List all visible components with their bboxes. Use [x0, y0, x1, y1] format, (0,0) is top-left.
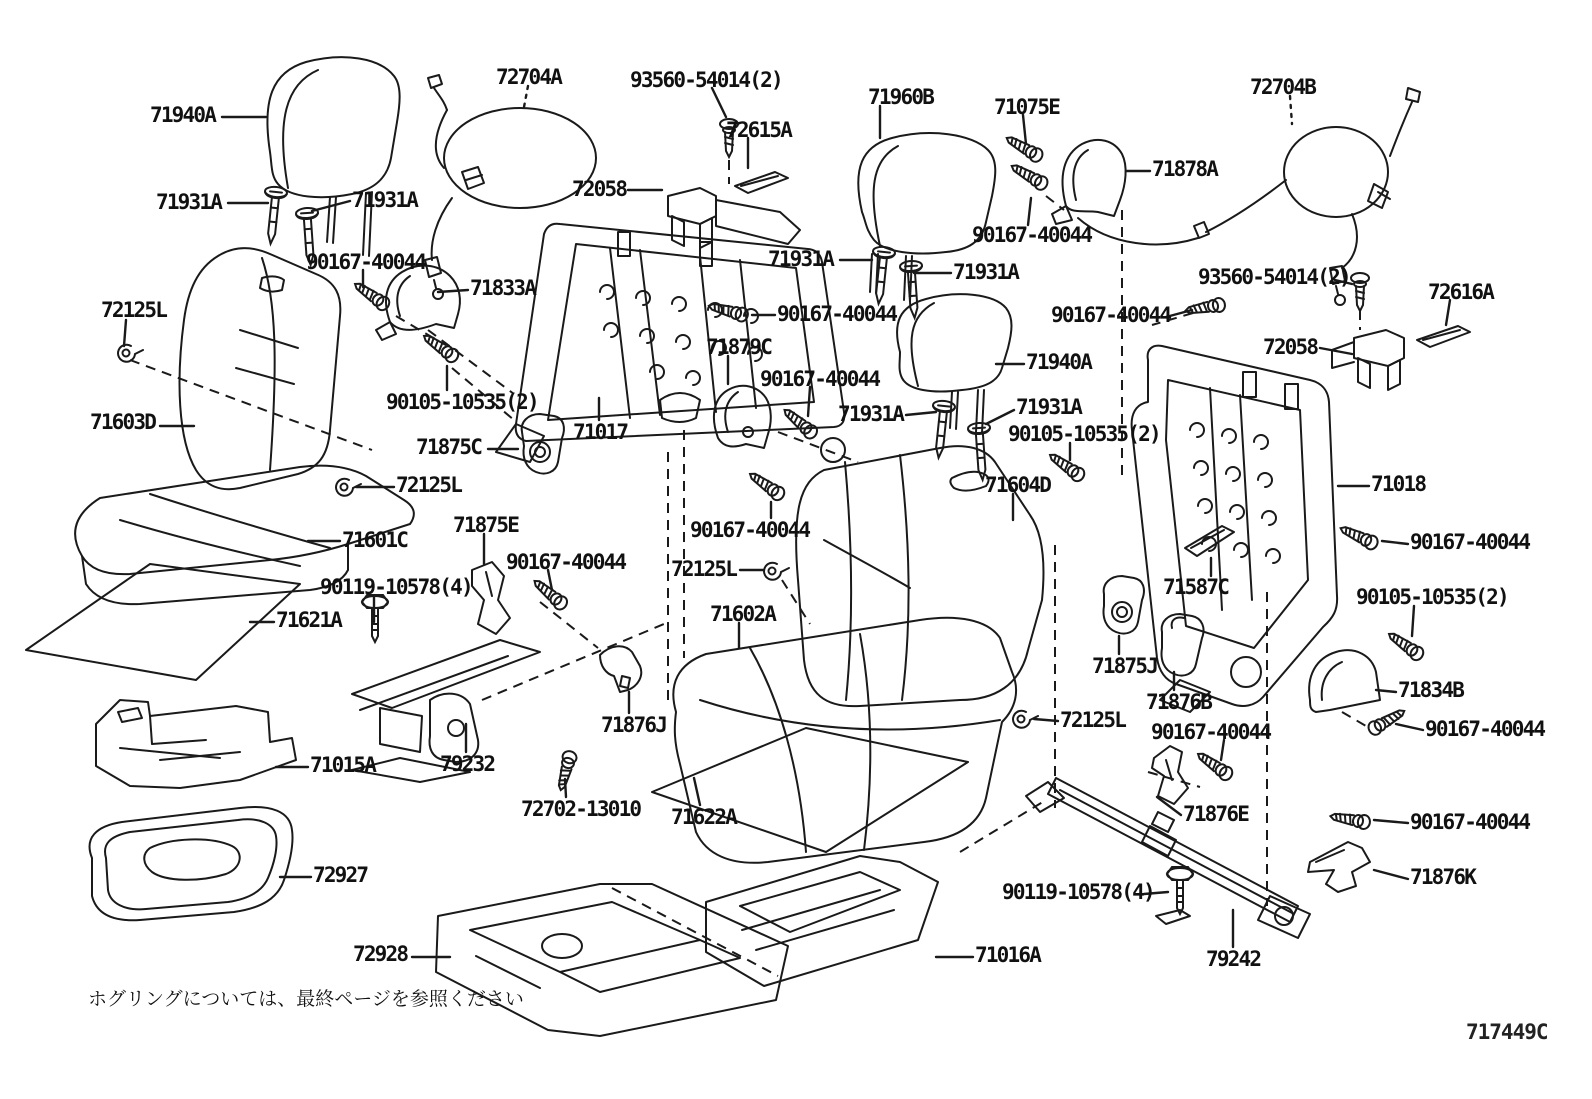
- part-label: 90167-40044: [1151, 720, 1271, 744]
- part-label: 72125L: [671, 557, 737, 581]
- part-label: 90167-40044: [760, 367, 880, 391]
- part-label: 72704B: [1250, 75, 1316, 99]
- part-label: 71602A: [710, 602, 776, 626]
- part-label: 90167-40044: [306, 250, 426, 274]
- part-label: 71621A: [276, 608, 342, 632]
- part-label: 90167-40044: [777, 302, 897, 326]
- part-label: 72928: [353, 942, 408, 966]
- part-label: 71018: [1371, 472, 1426, 496]
- part-label: 72702-13010: [521, 797, 641, 821]
- diagram-page-code: 717449C: [1466, 1020, 1548, 1044]
- part-label: 71875E: [453, 513, 519, 537]
- part-label: 90167-40044: [1051, 303, 1171, 327]
- part-label: 71940A: [1026, 350, 1092, 374]
- part-label: 71015A: [310, 753, 376, 777]
- part-label: 71876K: [1410, 865, 1476, 889]
- part-label: 71876B: [1146, 690, 1212, 714]
- part-label: 71878A: [1152, 157, 1218, 181]
- part-label: 71603D: [90, 410, 156, 434]
- part-label: 90167-40044: [1425, 717, 1545, 741]
- part-label: 71601C: [342, 528, 408, 552]
- part-label: 71931A: [1016, 395, 1082, 419]
- part-label: 72125L: [1060, 708, 1126, 732]
- part-label: 71587C: [1163, 575, 1229, 599]
- part-label: 79232: [440, 752, 495, 776]
- part-label: 71960B: [868, 85, 934, 109]
- part-label: 90119-10578(4): [1002, 880, 1154, 904]
- part-label: 90105-10535(2): [386, 390, 538, 414]
- part-label: 90105-10535(2): [1356, 585, 1508, 609]
- part-label: 71016A: [975, 943, 1041, 967]
- part-label: 72704A: [496, 65, 562, 89]
- part-label: 72927: [313, 863, 368, 887]
- part-label: 71833A: [470, 276, 536, 300]
- part-label: 71931A: [838, 402, 904, 426]
- part-label: 71834B: [1398, 678, 1464, 702]
- part-label: 90167-40044: [972, 223, 1092, 247]
- part-label: 71604D: [985, 473, 1051, 497]
- part-label: 90119-10578(4): [320, 575, 472, 599]
- hog-ring-note: ホグリングについては、最終ページを参照ください: [88, 988, 524, 1010]
- part-label: 71875C: [416, 435, 482, 459]
- part-label: 90167-40044: [1410, 810, 1530, 834]
- part-label: 90167-40044: [690, 518, 810, 542]
- part-label: 71622A: [671, 805, 737, 829]
- part-label: 71940A: [150, 103, 216, 127]
- part-label: 72615A: [726, 118, 792, 142]
- part-label: 71075E: [994, 95, 1060, 119]
- part-label: 72058: [572, 177, 627, 201]
- part-label: 71017: [573, 420, 628, 444]
- part-label: 71876E: [1183, 802, 1249, 826]
- part-label: 93560-54014(2): [630, 68, 782, 92]
- part-label: 71875J: [1092, 654, 1158, 678]
- part-label: 72125L: [396, 473, 462, 497]
- part-label: 79242: [1206, 947, 1261, 971]
- part-label: 90167-40044: [1410, 530, 1530, 554]
- part-label: 71931A: [953, 260, 1019, 284]
- part-label: 90105-10535(2): [1008, 422, 1160, 446]
- part-label: 72125L: [101, 298, 167, 322]
- part-label: 71931A: [156, 190, 222, 214]
- part-label: 71876J: [601, 713, 667, 737]
- part-label: 71879C: [706, 335, 772, 359]
- part-label: 93560-54014(2): [1198, 265, 1350, 289]
- part-label: 71931A: [352, 188, 418, 212]
- part-label: 72058: [1263, 335, 1318, 359]
- part-label: 72616A: [1428, 280, 1494, 304]
- part-label: 71931A: [768, 247, 834, 271]
- part-label: 90167-40044: [506, 550, 626, 574]
